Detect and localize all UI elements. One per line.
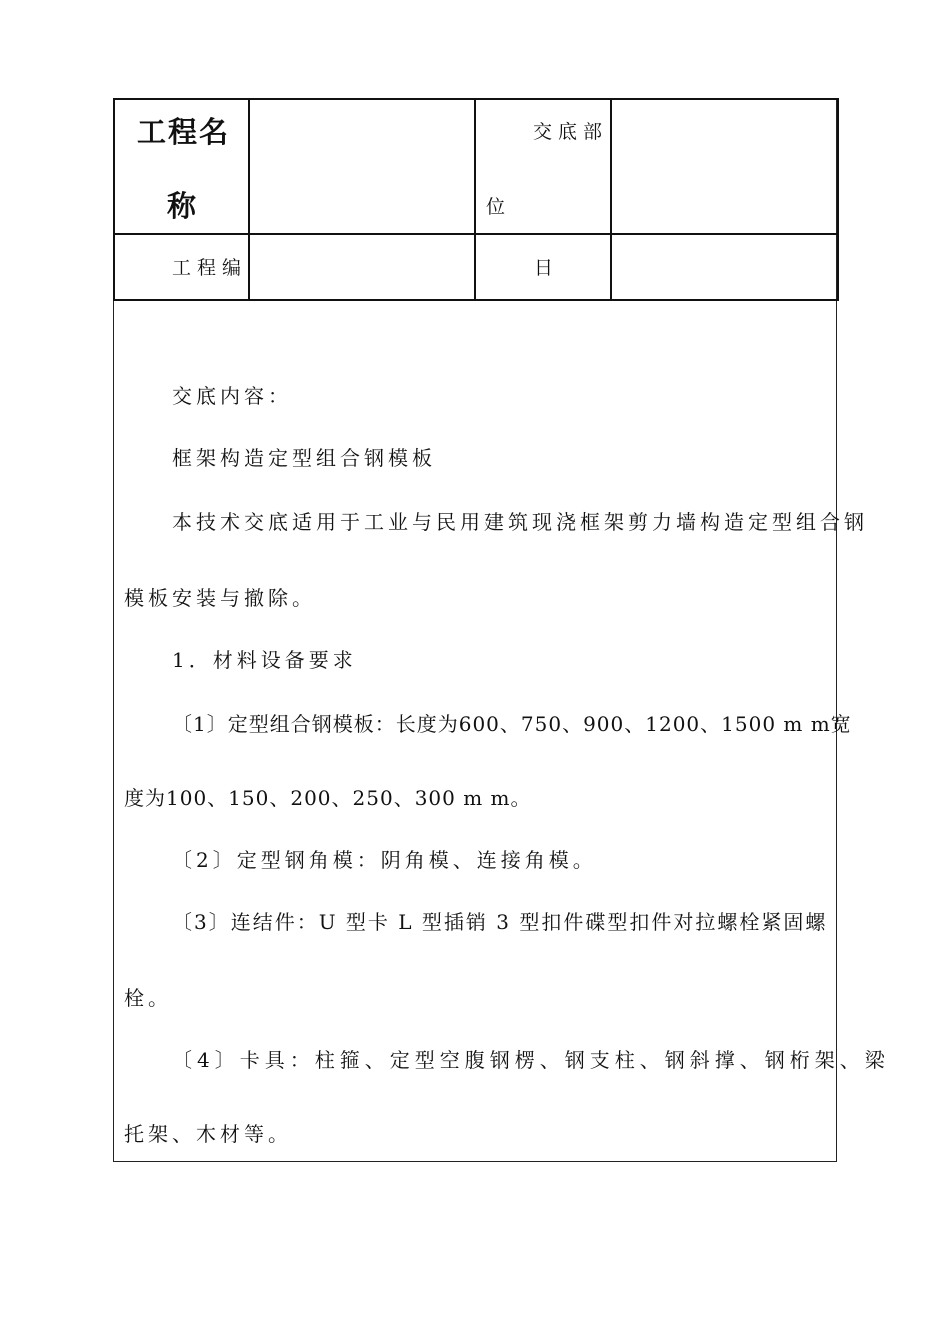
content-item-line: 〔3〕连结件：U 型卡 L 型插销 3 型扣件碟型扣件对拉螺栓紧固螺 xyxy=(172,910,828,934)
content-item-line: 〔4〕卡具：柱箍、定型空腹钢楞、钢支柱、钢斜撑、钢桁架、梁 xyxy=(172,1048,890,1072)
content-item-line: 〔2〕定型钢角模：阴角模、连接角模。 xyxy=(172,848,597,872)
project-name-label-cell xyxy=(114,99,249,234)
part-label-line2: 位 xyxy=(486,196,512,218)
part-label-cell xyxy=(475,99,611,234)
content-paragraph-line: 模板安装与撤除。 xyxy=(124,586,316,610)
project-name-value-cell[interactable] xyxy=(249,99,475,234)
content-paragraph-line: 本技术交底适用于工业与民用建筑现浇框架剪力墙构造定型组合钢 xyxy=(172,510,868,534)
date-label: 日 xyxy=(534,257,560,279)
project-no-value-cell[interactable] xyxy=(249,234,475,300)
section-title: 1．材料设备要求 xyxy=(172,648,357,672)
content-item-line: 〔1〕定型组合钢模板：长度为600、750、900、1200、1500 m m宽 xyxy=(172,712,852,736)
content-subject: 框架构造定型组合钢模板 xyxy=(172,446,436,470)
date-label-cell xyxy=(475,234,611,300)
project-name-label-line1: 工程名 xyxy=(137,115,231,149)
project-no-label-cell xyxy=(114,234,249,300)
content-item-line: 栓。 xyxy=(124,986,172,1010)
part-label-line1: 交底部 xyxy=(533,121,609,143)
content-item-line: 托架、木材等。 xyxy=(124,1122,292,1146)
header-table xyxy=(113,98,839,301)
part-value-cell[interactable] xyxy=(611,99,838,234)
date-value-cell[interactable] xyxy=(611,234,838,300)
project-name-label-line2: 称 xyxy=(167,189,199,223)
content-heading: 交底内容： xyxy=(172,384,292,408)
content-item-line: 度为100、150、200、250、300 m m。 xyxy=(124,786,532,810)
project-no-label: 工程编 xyxy=(172,257,248,279)
